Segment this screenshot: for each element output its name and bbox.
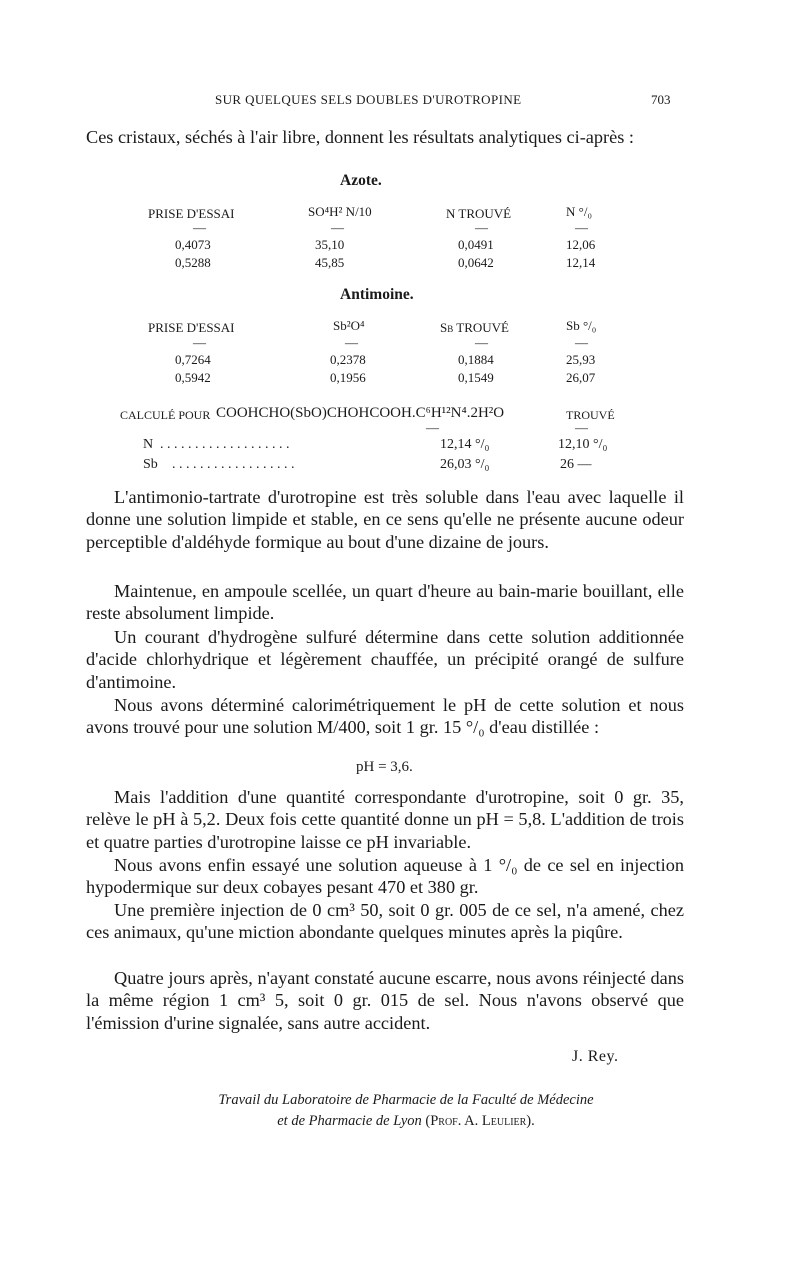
- azote-header-reagent: SO⁴H² N/10: [308, 204, 372, 219]
- calc-label: CALCULÉ POUR: [120, 408, 211, 422]
- antimoine-cell: 0,1956: [330, 370, 366, 385]
- paragraph-ph: Nous avons déterminé calorimétriquement le pH de cette solution et nous avons trouvé pour une solution M/400, soit 1 gr. 15 °/₀ d'eau distillée :: [86, 695, 684, 738]
- dot-leader: . . . . . . . . . . . . . . . . . .: [172, 457, 295, 472]
- found-value: 12,10 °/₀: [558, 437, 608, 452]
- running-header: SUR QUELQUES SELS DOUBLES D'UROTROPINE: [215, 92, 522, 107]
- antimoine-cell: 0,1549: [458, 370, 494, 385]
- calc-found-header: TROUVÉ: [566, 408, 615, 422]
- azote-cell: 12,06: [566, 237, 596, 252]
- antimoine-cell: 0,5942: [175, 370, 211, 385]
- calc-formula: COOHCHO(SbO)CHOHCOOH.C⁶H¹²N⁴.2H²O: [216, 405, 505, 421]
- dash: —: [426, 420, 439, 435]
- azote-cell: 0,5288: [175, 255, 211, 270]
- azote-cell: 0,0491: [458, 237, 494, 252]
- calc-value: 12,14 °/₀: [440, 437, 490, 452]
- paragraph-urotropine-addition: Mais l'addition d'une quantité correspondante d'urotropine, soit 0 gr. 35, relève le pH à 5,2. Deux fois cette quantité donne un pH = 5,8. L'addition de trois et quatre parties d'urotropine laisse ce pH invariable.: [86, 787, 684, 852]
- azote-header-prise: PRISE D'ESSAI: [148, 206, 235, 221]
- antimoine-cell: 25,93: [566, 352, 596, 367]
- dot-leader: . . . . . . . . . . . . . . . . . . .: [160, 437, 290, 452]
- calc-element: N: [143, 437, 154, 452]
- dash: —: [193, 220, 206, 235]
- antimoine-header-percent: Sb °/₀: [566, 318, 597, 333]
- dash: —: [575, 220, 588, 235]
- azote-cell: 0,0642: [458, 255, 494, 270]
- dash: —: [331, 220, 344, 235]
- calc-element: Sb: [143, 457, 158, 472]
- antimoine-cell: 0,2378: [330, 352, 366, 367]
- azote-cell: 12,14: [566, 255, 596, 270]
- dash: —: [575, 335, 588, 350]
- paragraph-hydrogen-sulfide: Un courant d'hydrogène sulfuré détermine dans cette solution additionnée d'acide chlorhydrique et légèrement chauffée, un précipité orangé de sulfure d'antimoine.: [86, 627, 684, 692]
- paragraph-solubility: L'antimonio-tartrate d'urotropine est très soluble dans l'eau avec laquelle il donne une solution limpide et stable, en ce sens qu'elle ne présente aucune odeur perceptible d'aldéhyde formique au bout d'une dizaine de jours.: [86, 487, 684, 552]
- paragraph-injection: Nous avons enfin essayé une solution aqueuse à 1 °/₀ de ce sel en injection hypodermique sur deux cobayes pesant 470 et 380 gr.: [86, 855, 684, 898]
- author-signature: J. Rey.: [572, 1048, 619, 1065]
- azote-title: Azote.: [340, 172, 382, 189]
- dash: —: [475, 220, 488, 235]
- calc-value: 26,03 °/₀: [440, 457, 490, 472]
- dash: —: [575, 420, 588, 435]
- azote-cell: 45,85: [315, 255, 345, 270]
- page-number: 703: [651, 92, 671, 107]
- affiliation-professor: (Prof. A. Leulier).: [425, 1113, 535, 1129]
- affiliation-line-2: [90, 1111, 722, 1132]
- azote-cell: 0,4073: [175, 237, 211, 252]
- dash: —: [193, 335, 206, 350]
- intro-paragraph: Ces cristaux, séchés à l'air libre, donnent les résultats analytiques ci-après :: [86, 127, 635, 147]
- dash: —: [345, 335, 358, 350]
- antimoine-cell: 0,7264: [175, 352, 211, 367]
- antimoine-header-reagent: Sb²O⁴: [333, 318, 365, 333]
- affiliation-line-1: Travail du Laboratoire de Pharmacie de la Faculté de Médecine: [218, 1092, 594, 1108]
- paragraph-ampoule: Maintenue, en ampoule scellée, un quart d'heure au bain-marie bouillant, elle reste absolument limpide.: [86, 581, 684, 624]
- azote-header-ntrouve: N TROUVÉ: [446, 206, 512, 221]
- ph-equation: pH = 3,6.: [356, 759, 413, 775]
- antimoine-header-sbtrouve: Sb TROUVÉ: [440, 320, 509, 335]
- antimoine-header-prise: PRISE D'ESSAI: [148, 320, 235, 335]
- paragraph-reinjection: Quatre jours après, n'ayant constaté aucune escarre, nous avons réinjecté dans la même région 1 cm³ 5, soit 0 gr. 015 de sel. Nous n'avons observé que l'émission d'urine signalée, sans autre accident.: [86, 968, 684, 1033]
- azote-header-percent: N °/₀: [566, 204, 592, 219]
- antimoine-cell: 26,07: [566, 370, 596, 385]
- found-value: 26 —: [560, 457, 592, 472]
- affiliation-lab: et de Pharmacie de Lyon: [277, 1113, 422, 1129]
- antimoine-cell: 0,1884: [458, 352, 494, 367]
- paragraph-first-injection: Une première injection de 0 cm³ 50, soit 0 gr. 005 de ce sel, n'a amené, chez ces animaux, qu'une miction abondante quelques minutes après la piqûre.: [86, 900, 684, 943]
- dash: —: [475, 335, 488, 350]
- antimoine-title: Antimoine.: [340, 286, 414, 303]
- azote-cell: 35,10: [315, 237, 345, 252]
